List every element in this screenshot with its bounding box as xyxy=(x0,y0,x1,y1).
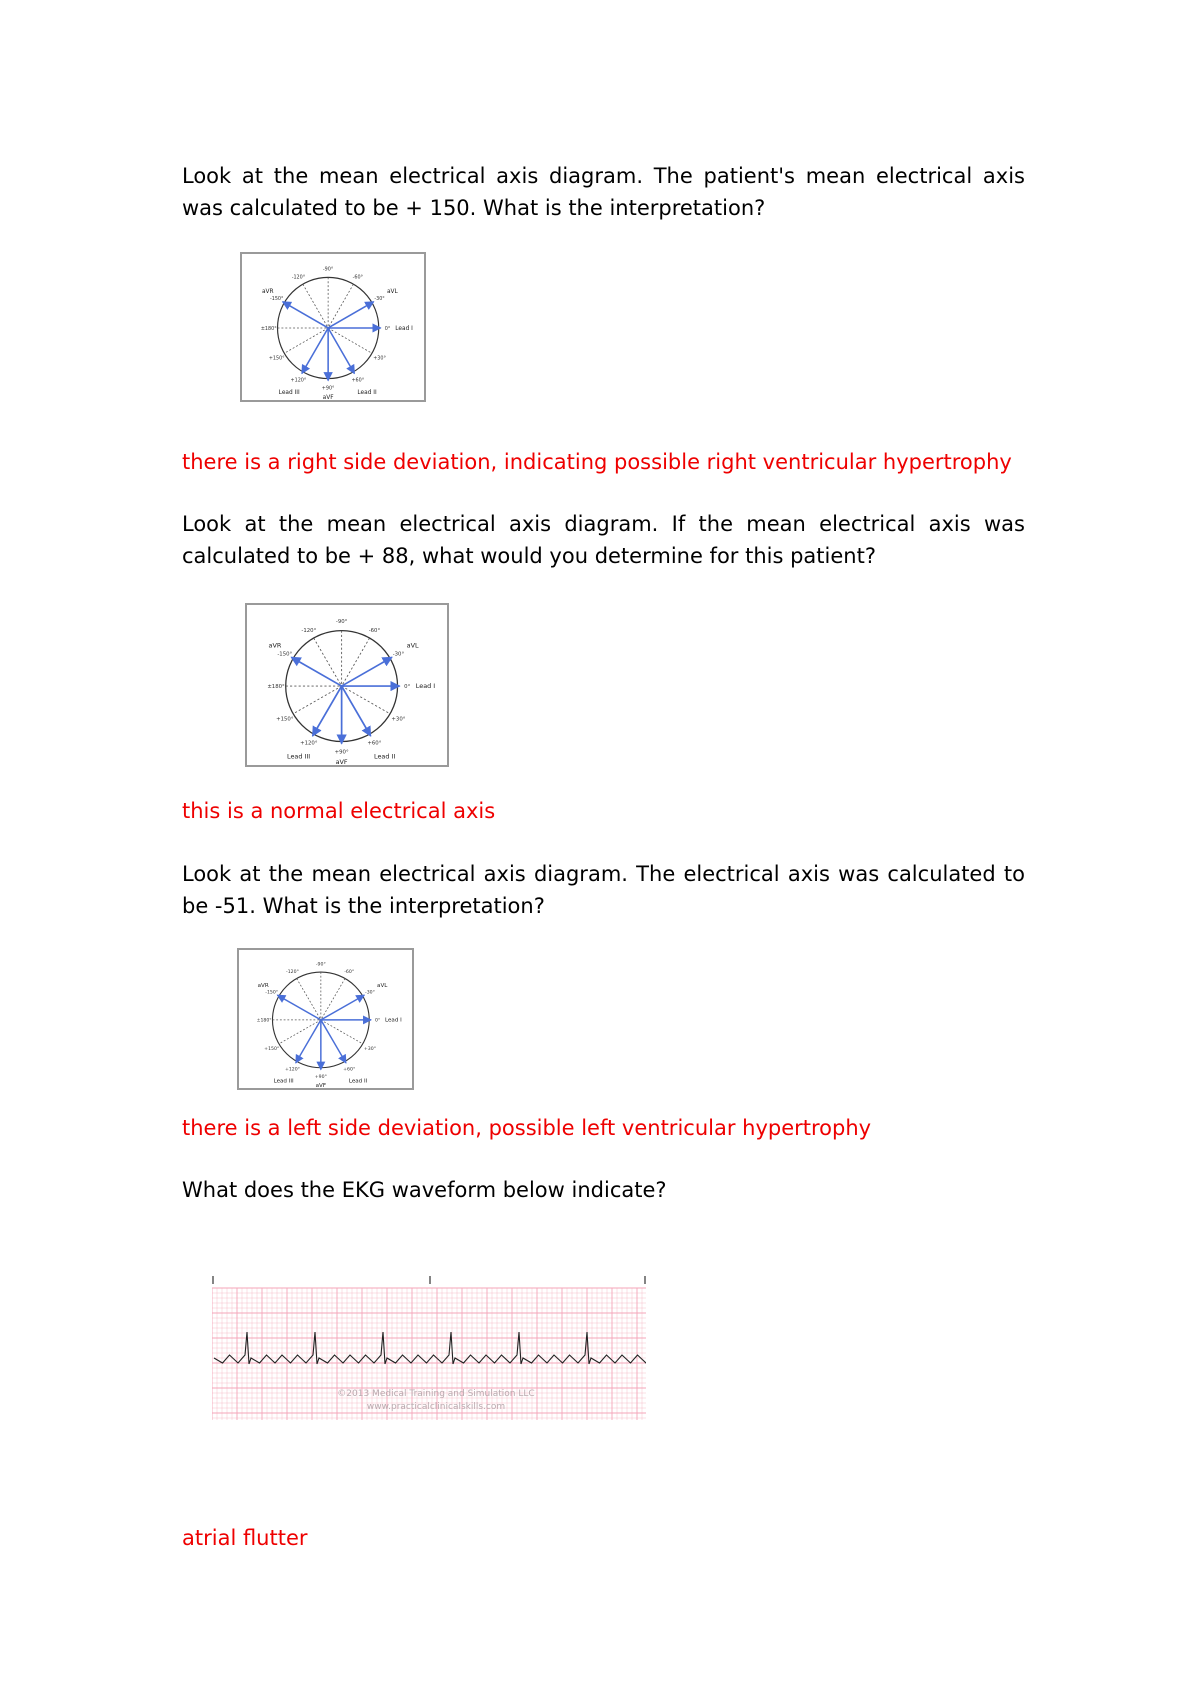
angle-label: -60° xyxy=(368,627,381,634)
answer-1-text: there is a right side deviation, indicating possible right ventricular hypertrophy xyxy=(182,450,1012,474)
lead-label: aVR xyxy=(257,982,269,989)
angle-label: 0° xyxy=(404,684,411,691)
lead-arrow xyxy=(342,657,392,686)
axis-diagram-3 xyxy=(237,948,414,1090)
lead-label: Lead II xyxy=(357,390,377,397)
lead-arrow xyxy=(321,995,364,1020)
angle-label: +150° xyxy=(264,1046,280,1052)
lead-label: aVR xyxy=(268,641,282,650)
axis-diagram-2 xyxy=(245,603,449,767)
answer-4-text: atrial flutter xyxy=(182,1526,308,1550)
angle-label: -90° xyxy=(335,619,348,626)
angle-label: ±180° xyxy=(256,1018,272,1024)
hexaxial-diagram xyxy=(247,605,447,765)
angle-label: +90° xyxy=(321,385,335,392)
angle-label: 0° xyxy=(384,325,391,332)
lead-label: aVF xyxy=(335,757,348,765)
angle-label: -90° xyxy=(315,962,326,968)
lead-label: Lead III xyxy=(273,1078,294,1085)
angle-label: -150° xyxy=(269,296,284,303)
question-1-text: Look at the mean electrical axis diagram. The patient's mean electrical axis was calculated to be + 150. What is the interpretation? xyxy=(182,164,1025,220)
lead-label: Lead I xyxy=(415,682,436,691)
angle-label: -90° xyxy=(322,266,334,273)
lead-label: Lead I xyxy=(395,325,413,332)
lead-arrow xyxy=(291,657,341,686)
angle-label: +60° xyxy=(367,740,382,747)
angle-label: +120° xyxy=(284,1067,301,1073)
angle-label: -120° xyxy=(286,970,299,976)
angle-label: +90° xyxy=(334,749,349,756)
lead-label: Lead I xyxy=(384,1017,402,1024)
watermark-line-2: www.practicalclinicalskills.com xyxy=(366,1402,506,1412)
lead-arrow xyxy=(328,302,374,328)
angle-label: -30° xyxy=(365,990,375,996)
lead-label: Lead II xyxy=(348,1078,368,1085)
lead-label: Lead III xyxy=(278,390,300,397)
lead-label: aVL xyxy=(386,288,398,295)
angle-label: +60° xyxy=(351,377,365,384)
angle-label: -60° xyxy=(352,274,364,281)
lead-label: Lead II xyxy=(373,752,396,761)
lead-arrow xyxy=(313,686,342,736)
angle-label: +30° xyxy=(373,355,386,362)
hexaxial-diagram xyxy=(239,950,412,1088)
lead-arrow xyxy=(321,1020,346,1063)
angle-label: -120° xyxy=(291,274,306,281)
question-3-text: Look at the mean electrical axis diagram. The electrical axis was calculated to be -51. What is the interpretation? xyxy=(182,862,1025,918)
watermark-line-1: ©2013 Medical Training and Simulation LLC xyxy=(337,1389,535,1399)
lead-label: aVF xyxy=(315,1083,327,1088)
lead-label: Lead III xyxy=(287,752,311,761)
angle-label: 0° xyxy=(374,1018,381,1024)
angle-label: +150° xyxy=(268,355,285,362)
lead-arrow xyxy=(283,302,329,328)
lead-arrow xyxy=(342,686,371,736)
angle-label: +30° xyxy=(391,716,406,723)
ekg-strip xyxy=(212,1276,646,1422)
hexaxial-diagram xyxy=(242,254,424,400)
answer-3-text: there is a left side deviation, possible left ventricular hypertrophy xyxy=(182,1116,872,1140)
angle-label: -30° xyxy=(392,651,405,658)
angle-label: +120° xyxy=(300,740,318,747)
lead-label: aVF xyxy=(322,395,334,400)
lead-arrow xyxy=(302,328,328,374)
angle-label: +30° xyxy=(363,1046,377,1052)
angle-label: +60° xyxy=(343,1067,356,1073)
question-2-text: Look at the mean electrical axis diagram. If the mean electrical axis was calculated to be + 88, what would you determine for this patient? xyxy=(182,512,1025,568)
lead-label: aVR xyxy=(261,288,274,295)
lead-arrow xyxy=(296,1020,321,1063)
angle-label: +120° xyxy=(290,377,307,384)
lead-label: aVL xyxy=(377,982,388,989)
angle-label: -150° xyxy=(265,990,279,996)
angle-label: +150° xyxy=(276,716,294,723)
angle-label: -120° xyxy=(301,627,317,634)
answer-2-text: this is a normal electrical axis xyxy=(182,799,496,823)
lead-label: aVL xyxy=(406,641,419,650)
axis-diagram-1 xyxy=(240,252,426,402)
ekg-waveform xyxy=(212,1276,646,1422)
angle-label: +90° xyxy=(314,1074,327,1080)
angle-label: -150° xyxy=(277,651,293,658)
angle-label: ±180° xyxy=(260,325,277,332)
angle-label: -60° xyxy=(344,970,355,976)
lead-arrow xyxy=(277,995,320,1020)
angle-label: -30° xyxy=(374,296,385,303)
angle-label: ±180° xyxy=(267,684,285,691)
question-4-text: What does the EKG waveform below indicate? xyxy=(182,1178,667,1202)
lead-arrow xyxy=(328,328,354,374)
